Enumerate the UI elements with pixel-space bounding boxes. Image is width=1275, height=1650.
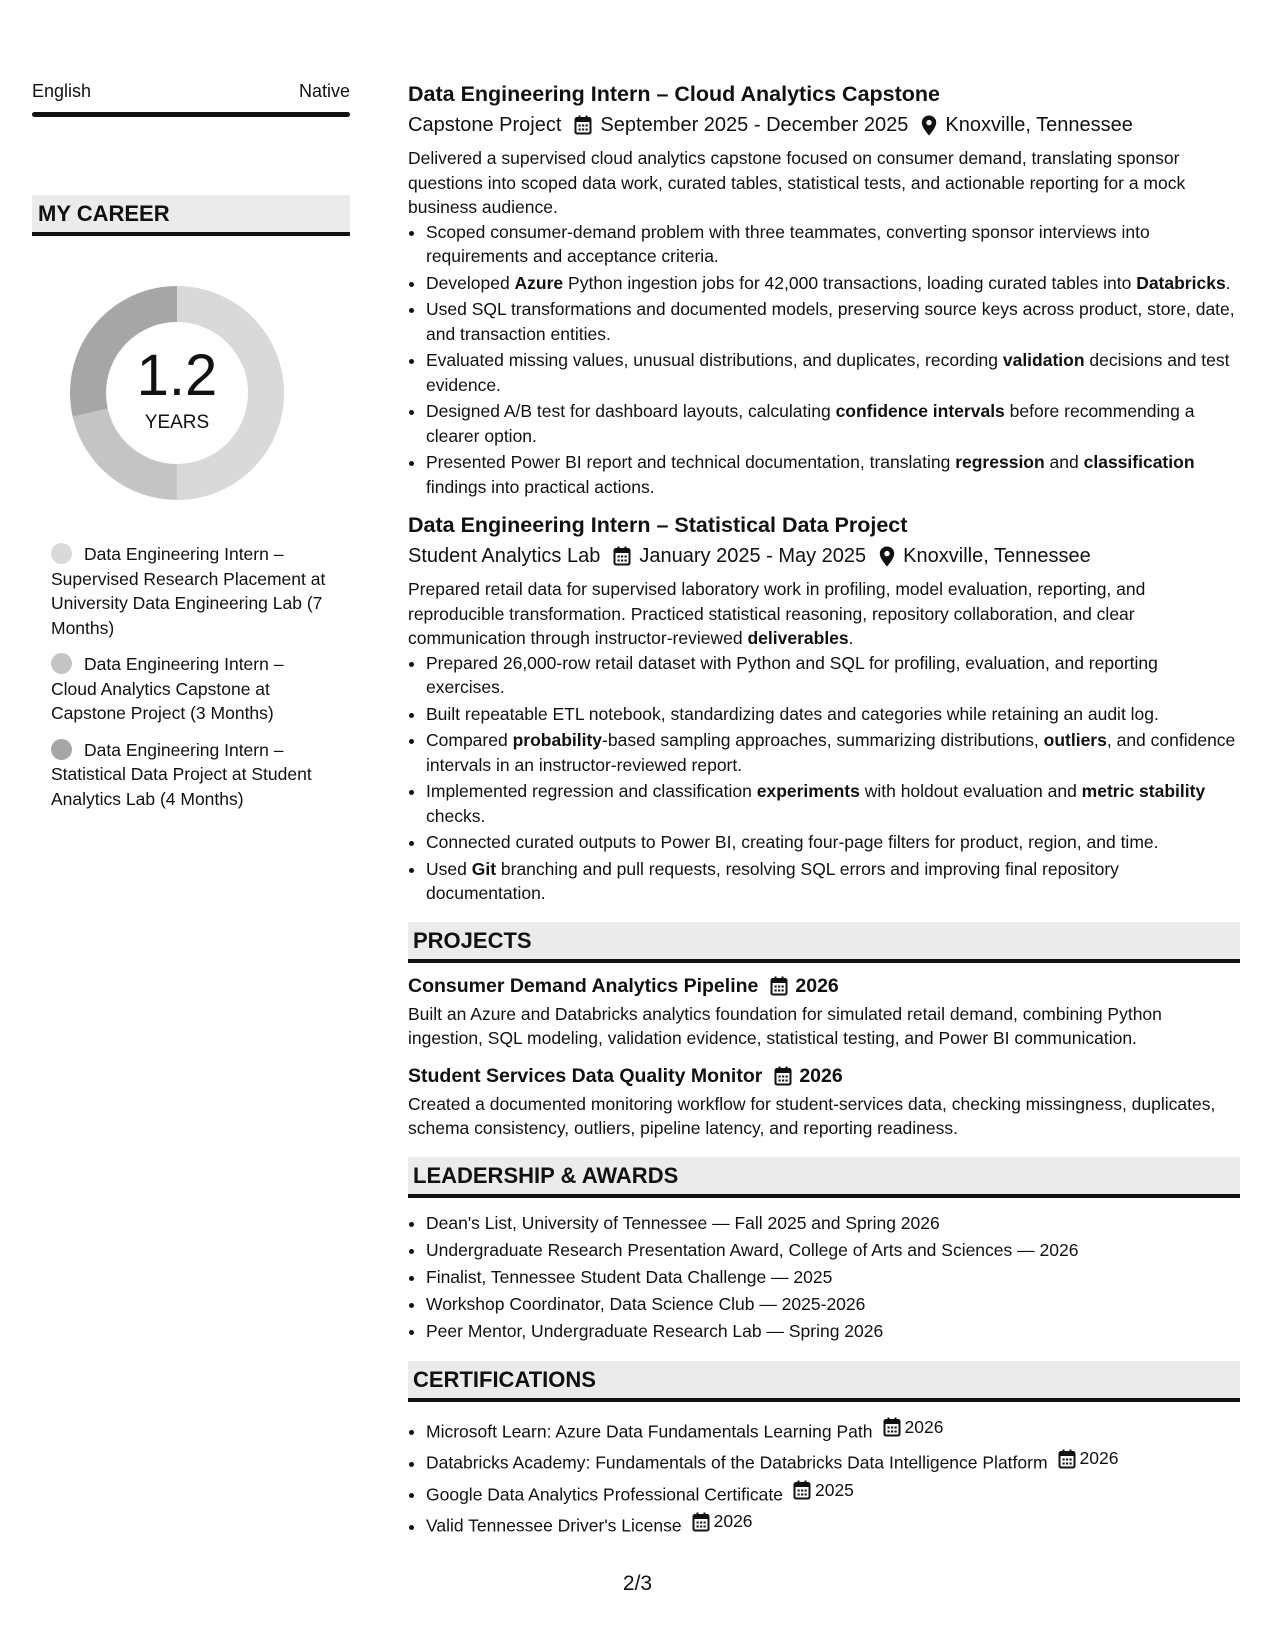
project-year: 2026 [799, 1064, 843, 1087]
career-legend-text: Data Engineering Intern – Supervised Research Placement at University Data Engineering Lab (7 Months) [51, 544, 326, 638]
certification-item [426, 1445, 1240, 1477]
experience-title: Data Engineering Intern – Statistical Data Project [408, 513, 908, 537]
career-legend-item [51, 738, 331, 812]
certifications-list [408, 1414, 1240, 1540]
certification-item [426, 1508, 1240, 1540]
project-entry [408, 973, 1240, 1051]
experience-entry [408, 511, 1240, 906]
experience-bullet: • Developed Azure Python ingestion jobs for 42,000 transactions, loading curated tables into Databricks. [426, 271, 1240, 296]
experience-bullets [408, 220, 1240, 500]
experience-location: Knoxville, Tennessee [903, 545, 1091, 567]
main-content [408, 80, 1240, 1540]
career-legend-text: Data Engineering Intern – Cloud Analytics Capstone at Capstone Project (3 Months) [51, 654, 284, 723]
experience-org: Capstone Project [408, 114, 562, 136]
project-description: Created a documented monitoring workflow for student-services data, checking missingness, duplicates, schema consistency, outliers, pipeline latency, and reporting readiness. [408, 1093, 1216, 1138]
project-title: Student Services Data Quality Monitor [408, 1064, 763, 1087]
experience-bullet: • Implemented regression and classification experiments with holdout evaluation and metric stability checks. [426, 779, 1240, 828]
career-legend-text: Data Engineering Intern – Statistical Data Project at Student Analytics Lab (4 Months) [51, 739, 312, 809]
calendar-icon [613, 546, 631, 566]
certification-name: Databricks Academy: Fundamentals of the Databricks Data Intelligence Platform [426, 1452, 1048, 1473]
project-year: 2026 [795, 974, 839, 997]
experience-meta [408, 542, 1240, 570]
experience-bullet: • Evaluated missing values, unusual distributions, and duplicates, recording validation decisions and test evidence. [426, 348, 1240, 397]
sidebar [32, 80, 350, 823]
certification-name: Valid Tennessee Driver's License [426, 1515, 682, 1536]
language-row [32, 80, 350, 102]
experience-section [408, 80, 1240, 906]
leadership-item: • Undergraduate Research Presentation Award, College of Arts and Sciences — 2026 [426, 1237, 1240, 1264]
experience-dates: September 2025 - December 2025 [600, 114, 909, 136]
certification-year: 2026 [1079, 1448, 1119, 1468]
career-donut-chart [62, 278, 292, 508]
certification-year: 2026 [713, 1511, 753, 1531]
project-title-row [408, 1063, 1240, 1089]
certification-date [1058, 1445, 1119, 1472]
map-pin-icon [879, 546, 895, 567]
calendar-icon [692, 1512, 710, 1532]
legend-dot [51, 543, 72, 564]
career-legend [32, 542, 331, 811]
experience-bullet: • Built repeatable ETL notebook, standardizing dates and categories while retaining an audit log. [426, 702, 1240, 727]
experience-description: Prepared retail data for supervised laboratory work in profiling, model evaluation, reporting, and reproducible transformation. Practiced statistical reasoning, repository collaboration, and clear communication through instructor-reviewed deliverables. [408, 579, 1146, 648]
experience-bullets [408, 651, 1240, 906]
leadership-item: • Dean's List, University of Tennessee — Fall 2025 and Spring 2026 [426, 1210, 1240, 1237]
experience-bullet: • Presented Power BI report and technical documentation, translating regression and classification findings into practical actions. [426, 450, 1240, 499]
experience-location: Knoxville, Tennessee [945, 114, 1133, 136]
certification-year: 2025 [814, 1479, 854, 1500]
map-pin-icon [921, 115, 937, 136]
certification-name: Google Data Analytics Professional Certificate [426, 1484, 783, 1504]
experience-bullet: • Compared probability-based sampling approaches, summarizing distributions, outliers, and confidence intervals in an instructor-reviewed report. [426, 728, 1240, 777]
project-title-row [408, 973, 1240, 999]
certification-date [793, 1477, 854, 1504]
career-legend-item [51, 652, 331, 726]
legend-dot [51, 653, 72, 674]
career-legend-item [51, 542, 331, 640]
career-total-unit: YEARS [144, 412, 210, 433]
calendar-icon [774, 1066, 792, 1086]
projects-heading: PROJECTS [408, 922, 1240, 963]
calendar-icon [883, 1417, 901, 1437]
certification-date [883, 1414, 944, 1441]
language-name: English [32, 81, 92, 101]
experience-dates: January 2025 - May 2025 [639, 545, 867, 567]
experience-title: Data Engineering Intern – Cloud Analytics Capstone [408, 82, 941, 106]
experience-bullet: • Designed A/B test for dashboard layouts, calculating confidence intervals before recommending a clearer option. [426, 399, 1240, 448]
project-title: Consumer Demand Analytics Pipeline [408, 974, 759, 997]
career-total-value: 1.2 [136, 343, 218, 408]
calendar-icon [574, 115, 592, 135]
experience-entry [408, 80, 1240, 499]
language-level-bar [32, 112, 350, 117]
experience-bullet: • Scoped consumer-demand problem with three teammates, converting sponsor interviews into requirements and acceptance criteria. [426, 220, 1240, 269]
language-level: Native [298, 81, 350, 101]
page-number: 2/3 [622, 1572, 653, 1595]
experience-description: Delivered a supervised cloud analytics capstone focused on consumer demand, translating sponsor questions into scoped data work, curated tables, statistical tests, and actionable reporting for a mock business audience. [408, 148, 1186, 217]
calendar-icon [770, 976, 788, 996]
project-description: Built an Azure and Databricks analytics foundation for simulated retail demand, combining Python ingestion, SQL modeling, validation evidence, statistical testing, and Power BI communication. [408, 1003, 1162, 1048]
certification-year: 2026 [904, 1416, 944, 1437]
certification-date [692, 1508, 753, 1535]
experience-bullet: • Used Git branching and pull requests, resolving SQL errors and improving final repository documentation. [426, 857, 1240, 906]
calendar-icon [1058, 1449, 1076, 1469]
leadership-item: • Peer Mentor, Undergraduate Research Lab — Spring 2026 [426, 1318, 1240, 1345]
experience-meta [408, 111, 1240, 139]
experience-bullet: • Connected curated outputs to Power BI, creating four-page filters for product, region, and time. [426, 830, 1240, 855]
certification-name: Microsoft Learn: Azure Data Fundamentals Learning Path [426, 1421, 873, 1441]
project-entry [408, 1063, 1240, 1141]
certifications-heading: CERTIFICATIONS [408, 1361, 1240, 1402]
leadership-item: • Workshop Coordinator, Data Science Club — 2025-2026 [426, 1291, 1240, 1318]
legend-dot [51, 739, 72, 760]
certification-item [426, 1477, 1240, 1509]
leadership-list [408, 1210, 1240, 1345]
experience-bullet: • Prepared 26,000-row retail dataset with Python and SQL for profiling, evaluation, and reporting exercises. [426, 651, 1240, 700]
leadership-item: • Finalist, Tennessee Student Data Challenge — 2025 [426, 1264, 1240, 1291]
experience-org: Student Analytics Lab [408, 545, 601, 567]
certification-item [426, 1414, 1240, 1446]
projects-list [408, 973, 1240, 1141]
calendar-icon [793, 1480, 811, 1500]
career-heading: MY CAREER [32, 195, 350, 236]
experience-bullet: • Used SQL transformations and documented models, preserving source keys across product, store, date, and transaction entities. [426, 297, 1240, 346]
leadership-heading: LEADERSHIP & AWARDS [408, 1157, 1240, 1198]
